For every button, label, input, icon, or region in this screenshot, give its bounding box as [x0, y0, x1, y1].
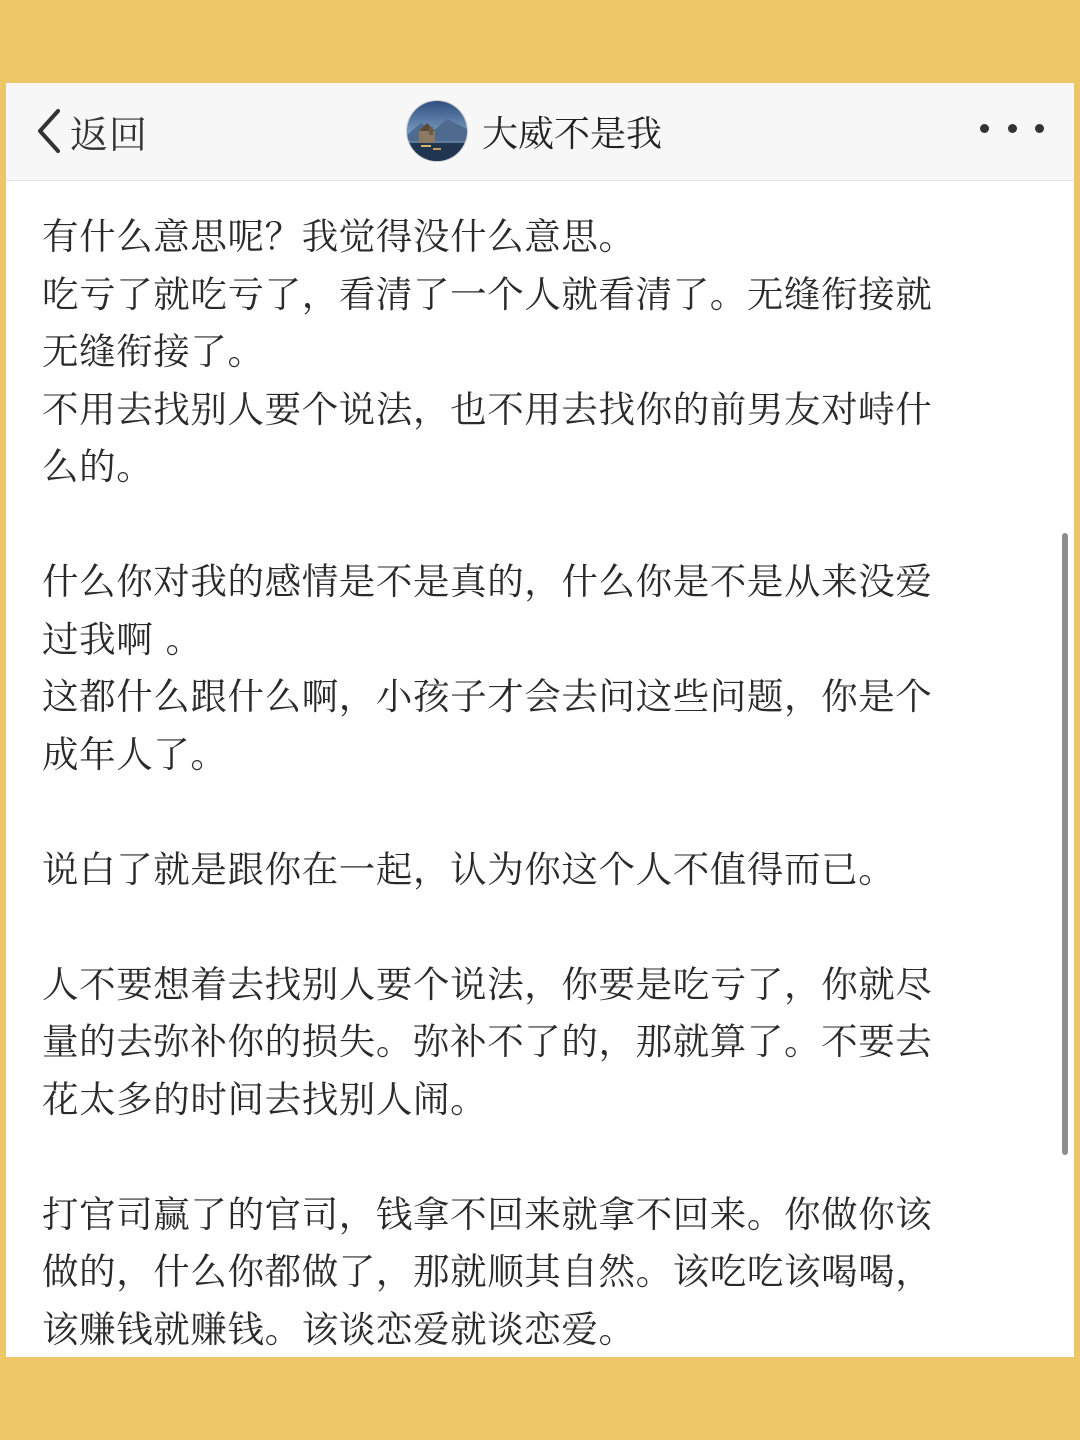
- app-window: [6, 83, 1074, 1357]
- text-line: 打官司赢了的官司，钱拿不回来就拿不回来。你做你该: [42, 1192, 933, 1236]
- back-button[interactable]: [34, 101, 148, 161]
- text-line: 人不要想着去找别人要个说法，你要是吃亏了，你就尽: [42, 962, 933, 1006]
- text-line: 量的去弥补你的损失。弥补不了的，那就算了。不要去: [42, 1020, 933, 1063]
- text-line: 有什么意思呢？我觉得没什么意思。: [42, 215, 636, 258]
- navigation-bar: [6, 83, 1074, 181]
- text-line: 么的。: [42, 445, 154, 488]
- more-dots-icon: [1008, 124, 1017, 133]
- paragraph-gap: [42, 496, 1032, 554]
- avatar[interactable]: [406, 100, 468, 162]
- more-dots-icon: [1035, 124, 1044, 133]
- text-line: 这都什么跟什么啊，小孩子才会去问这些问题，你是个: [42, 675, 933, 718]
- text-line: 做的，什么你都做了，那就顺其自然。该吃吃该喝喝，: [42, 1250, 933, 1293]
- paragraph-gap: [42, 898, 1032, 956]
- text-line: 成年人了。: [42, 732, 228, 776]
- text-line: 不用去找别人要个说法，也不用去找你的前男友对峙什: [42, 387, 933, 431]
- more-dots-icon: [980, 124, 989, 133]
- paragraph-gap: [42, 783, 1032, 841]
- article-body: [42, 208, 1032, 1357]
- profile-header[interactable]: [406, 95, 662, 167]
- page-title: 大威不是我: [482, 113, 663, 155]
- chevron-left-icon: [34, 106, 64, 156]
- scrollbar[interactable]: [1062, 533, 1068, 1155]
- text-line: 过我啊 。: [42, 617, 203, 661]
- text-line: 说白了就是跟你在一起，认为你这个人不值得而已。: [42, 847, 896, 891]
- back-label: 返回: [70, 112, 149, 157]
- more-button[interactable]: [980, 113, 1044, 143]
- text-line: 吃亏了就吃亏了，看清了一个人就看清了。无缝衔接就: [42, 272, 933, 316]
- text-line: 无缝衔接了。: [42, 330, 265, 373]
- text-line: 花太多的时间去找别人闹。: [42, 1077, 488, 1121]
- paragraph-gap: [42, 1128, 1032, 1186]
- text-line: 什么你对我的感情是不是真的，什么你是不是从来没爱: [42, 560, 933, 603]
- text-line: 该赚钱就赚钱。该谈恋爱就谈恋爱。: [42, 1307, 636, 1351]
